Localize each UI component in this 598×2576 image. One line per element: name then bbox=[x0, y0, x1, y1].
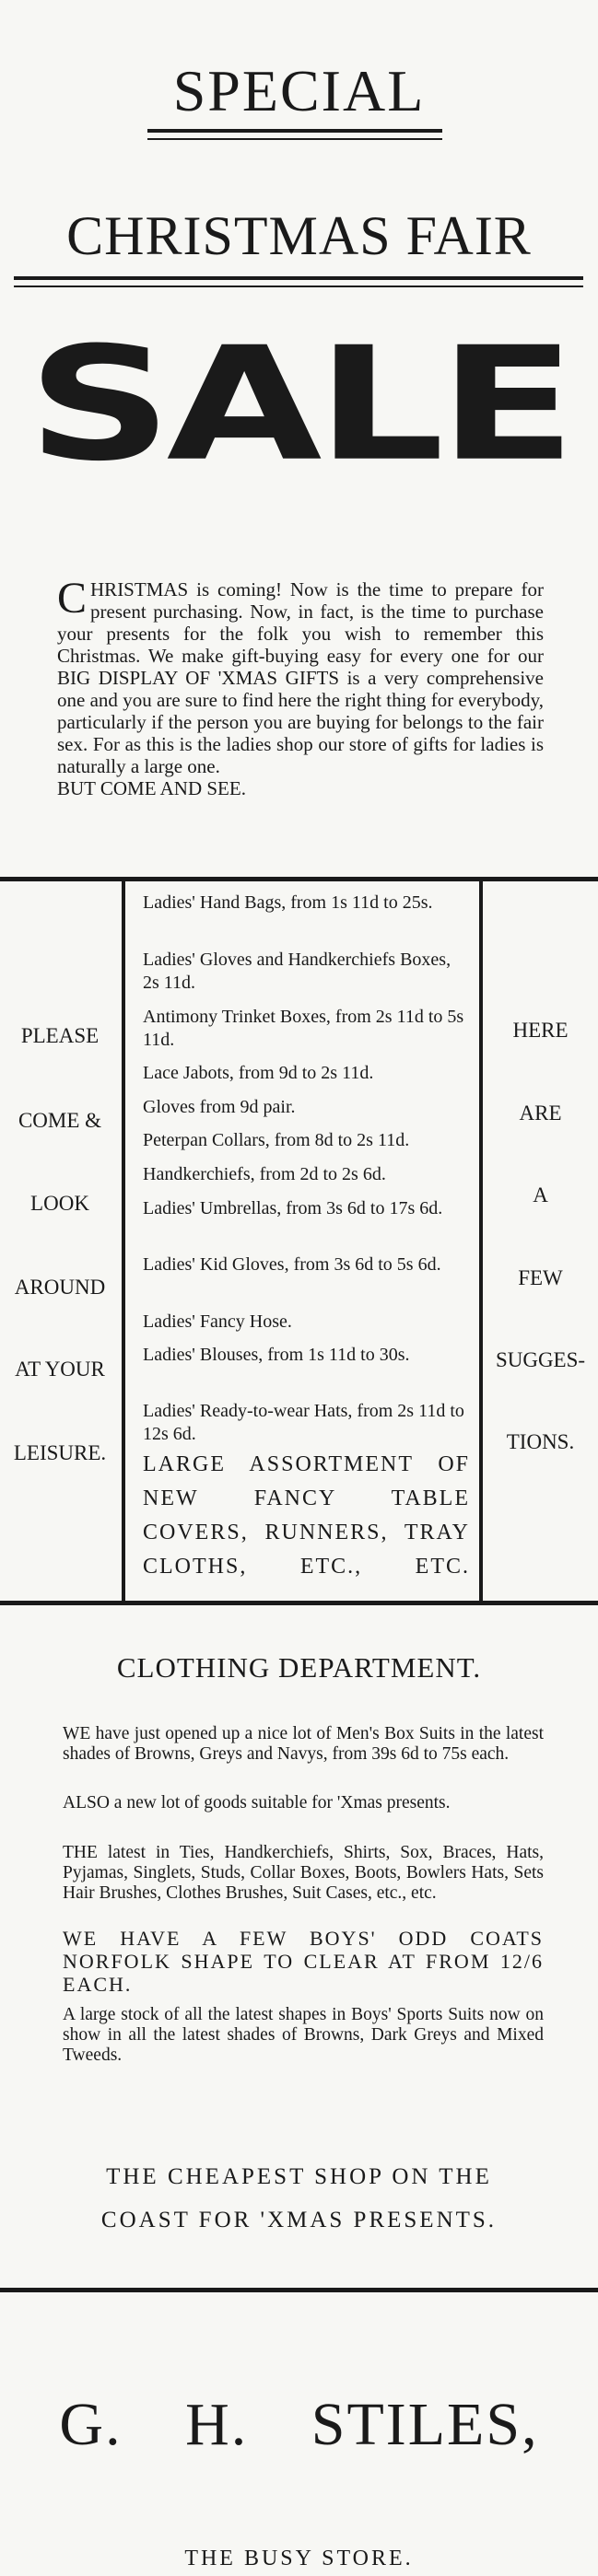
gift-item: Ladies' Fancy Hose. bbox=[143, 1311, 292, 1332]
column-rule-right bbox=[479, 880, 483, 1603]
left-word: AROUND bbox=[14, 1276, 106, 1299]
intro-body: HRISTMAS is coming! Now is the time to prepare for present purchasing. Now, in fact, is the time to purchase your presents for the folk you wish to remember this Christmas. We make gift-buying easy for every one for our BIG DISPLAY OF 'XMAS GIFTS is a very comprehensive one and you are sure to find here the right thing for everybody, particularly if the person you are buying for belongs to the fair sex. For as this is the ladies shop our store of gifts for ladies is naturally a large one. bbox=[57, 578, 544, 777]
cheapest-shop-line: THE CHEAPEST SHOP ON THE bbox=[106, 2164, 492, 2189]
left-word: AT YOUR bbox=[15, 1358, 105, 1381]
clothing-title: CLOTHING DEPARTMENT. bbox=[116, 1651, 482, 1684]
store-tagline: THE BUSY STORE. bbox=[184, 2547, 414, 2570]
cheapest-shop-line: COAST FOR 'XMAS PRESENTS. bbox=[100, 2208, 498, 2232]
gift-item: Handkerchiefs, from 2d to 2s 6d. bbox=[143, 1164, 386, 1184]
divider bbox=[14, 286, 583, 287]
gift-item: Peterpan Collars, from 8d to 2s 11d. bbox=[143, 1130, 410, 1150]
intro-paragraph bbox=[57, 574, 544, 799]
right-word: FEW bbox=[518, 1266, 563, 1289]
right-word: ARE bbox=[519, 1102, 562, 1125]
clothing-paragraph-boys-coats: WE HAVE A FEW BOYS' ODD COATS NORFOLK SHAPE TO CLEAR AT FROM 12/6 EACH. bbox=[63, 1927, 544, 1996]
headline-christmas-fair: CHRISTMAS FAIR bbox=[66, 205, 532, 266]
divider bbox=[147, 138, 442, 140]
clothing-paragraph: WE have just opened up a nice lot of Men's Box Suits in the latest shades of Browns, Greys and Navys, from 39s 6d to 75s each. bbox=[63, 1724, 544, 1764]
gift-item: Ladies' Gloves and Handkerchiefs Boxes, 2s 11d. bbox=[143, 950, 451, 993]
left-word: PLEASE bbox=[20, 1024, 100, 1047]
left-word: LEISURE. bbox=[13, 1441, 107, 1464]
section-rule-top bbox=[0, 877, 598, 881]
gift-item: Ladies' Blouses, from 1s 11d to 30s. bbox=[143, 1345, 410, 1365]
clothing-paragraph: ALSO a new lot of goods suitable for 'Xmas presents. bbox=[63, 1793, 451, 1813]
divider bbox=[147, 129, 442, 133]
right-word: HERE bbox=[512, 1019, 569, 1042]
headline-sale: SALE bbox=[27, 313, 571, 496]
drop-cap: C bbox=[57, 574, 88, 623]
column-rule-left bbox=[122, 880, 125, 1603]
gift-item-assortment: LARGE ASSORTMENT OF NEW FANCY TABLE COVERS, RUNNERS, TRAY CLOTHS, ETC., ETC. bbox=[143, 1452, 470, 1579]
right-word: TIONS. bbox=[506, 1430, 575, 1453]
headline-special: SPECIAL bbox=[172, 58, 426, 123]
store-name: G. H. STILES, bbox=[59, 2391, 539, 2458]
gift-item: Ladies' Ready-to-wear Hats, from 2s 11d to 12s 6d. bbox=[143, 1401, 464, 1444]
left-word: COME & bbox=[18, 1109, 102, 1132]
gift-item: Ladies' Kid Gloves, from 3s 6d to 5s 6d. bbox=[143, 1254, 441, 1275]
clothing-paragraph: THE latest in Ties, Handkerchiefs, Shirts, Sox, Braces, Hats, Pyjamas, Singlets, Studs, Collar Boxes, Boots, Bowlers Hats, Sets Hair Brushes, Clothes Brushes, Suit Cases, etc., etc. bbox=[63, 1843, 544, 1903]
right-word: A bbox=[533, 1183, 548, 1206]
footer-rule bbox=[0, 2288, 598, 2292]
section-rule-bottom bbox=[0, 1601, 598, 1605]
gift-item: Lace Jabots, from 9d to 2s 11d. bbox=[143, 1063, 374, 1083]
intro-closing: BUT COME AND SEE. bbox=[57, 777, 246, 799]
divider bbox=[14, 276, 583, 280]
right-word: SUGGES- bbox=[495, 1348, 586, 1371]
gift-item: Antimony Trinket Boxes, from 2s 11d to 5s 11d. bbox=[143, 1007, 464, 1050]
clothing-paragraph: A large stock of all the latest shapes in Boys' Sports Suits now on show in all the latest shades of Browns, Dark Greys and Mixed Tweeds. bbox=[63, 2005, 544, 2065]
gift-item: Ladies' Hand Bags, from 1s 11d to 25s. bbox=[143, 892, 433, 913]
gift-item: Gloves from 9d pair. bbox=[143, 1097, 296, 1117]
gift-item: Ladies' Umbrellas, from 3s 6d to 17s 6d. bbox=[143, 1198, 443, 1218]
left-word: LOOK bbox=[30, 1192, 89, 1215]
